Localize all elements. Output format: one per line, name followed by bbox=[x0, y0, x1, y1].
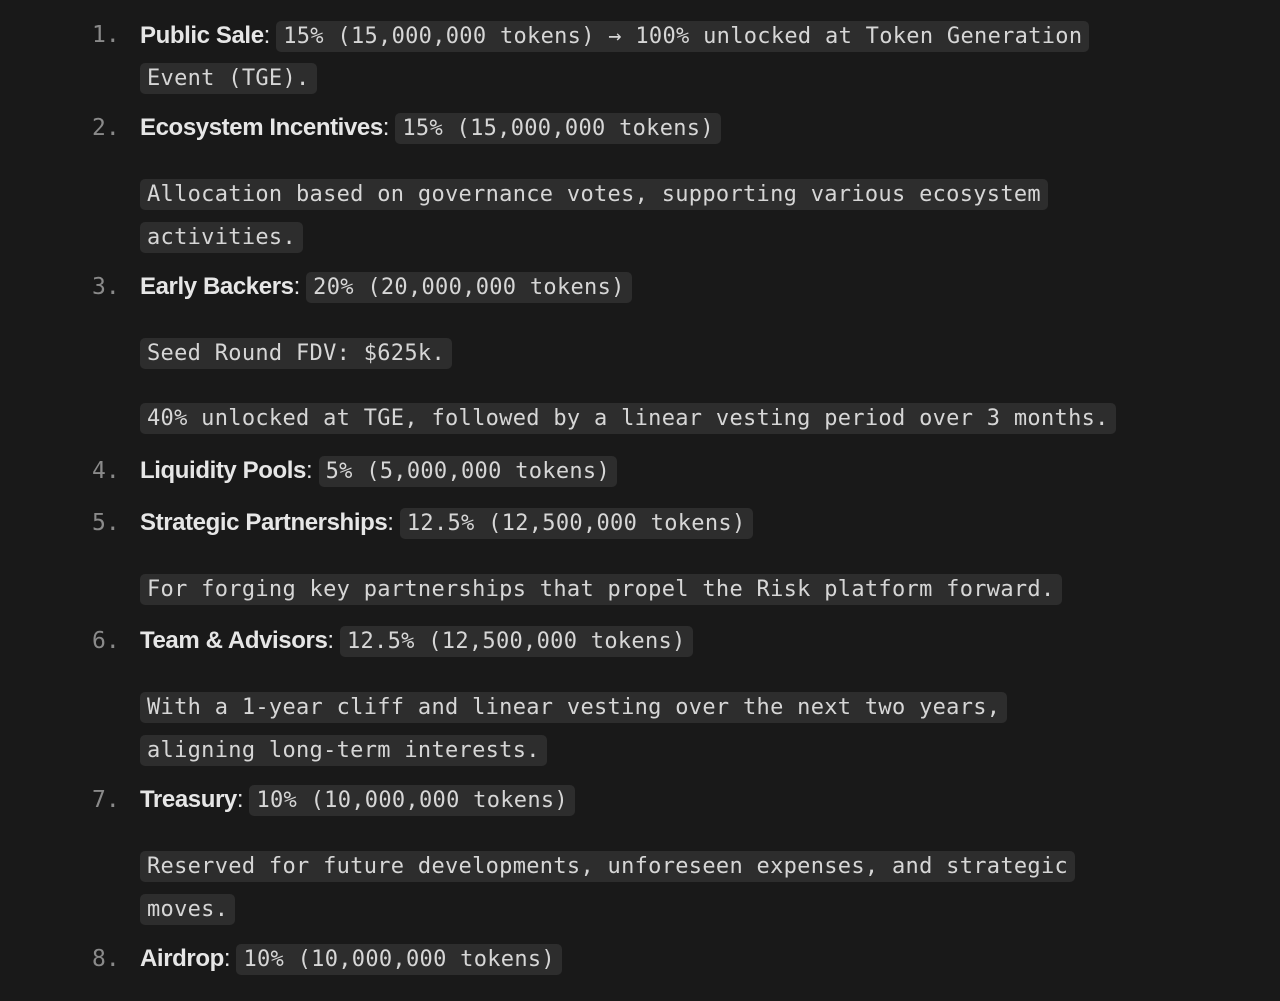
list-item-number: 5. bbox=[92, 510, 120, 536]
note-text: 40% unlocked at TGE, followed by a linear vesting period over 3 months. bbox=[140, 403, 1116, 434]
list-item-note bbox=[140, 569, 1140, 612]
list-item-heading bbox=[140, 112, 721, 145]
list-item-value: 12.5% (12,500,000 tokens) bbox=[400, 508, 753, 539]
list-item-heading bbox=[140, 784, 575, 817]
list-item-colon: : bbox=[387, 509, 394, 536]
list-item-number: 2. bbox=[92, 115, 120, 141]
list-item-heading bbox=[140, 271, 632, 304]
list-item-label: Early Backers bbox=[140, 273, 294, 300]
list-item-number: 6. bbox=[92, 628, 120, 654]
list-item-colon: : bbox=[263, 22, 270, 49]
note-text: Allocation based on governance votes, supporting various ecosystem activities. bbox=[140, 179, 1048, 253]
note-text: With a 1-year cliff and linear vesting over the next two years, aligning long-term interests. bbox=[140, 692, 1007, 766]
list-item-value: 15% (15,000,000 tokens) → 100% unlocked at Token Generation Event (TGE). bbox=[140, 21, 1089, 94]
note-text: Seed Round FDV: $625k. bbox=[140, 338, 452, 369]
note-text: Reserved for future developments, unforeseen expenses, and strategic moves. bbox=[140, 851, 1075, 925]
list-item-value: 10% (10,000,000 tokens) bbox=[236, 944, 562, 975]
list-item-heading bbox=[140, 943, 562, 976]
list-item-number: 4. bbox=[92, 458, 120, 484]
list-item-number: 3. bbox=[92, 274, 120, 300]
list-item-value: 5% (5,000,000 tokens) bbox=[319, 456, 617, 487]
list-item-heading bbox=[140, 15, 1140, 99]
list-item-colon: : bbox=[293, 273, 300, 300]
list-item-note bbox=[140, 846, 1090, 932]
list-item-colon: : bbox=[327, 627, 334, 654]
list-item-label: Public Sale bbox=[140, 22, 264, 49]
list-item-heading bbox=[140, 625, 693, 658]
list-item-label: Team & Advisors bbox=[140, 627, 328, 654]
list-item-colon: : bbox=[236, 786, 244, 813]
list-item-note bbox=[140, 174, 1140, 260]
list-item-colon: : bbox=[382, 114, 390, 141]
list-item-value: 10% (10,000,000 tokens) bbox=[249, 785, 575, 816]
list-item-number: 8. bbox=[92, 946, 120, 972]
list-item-value: 20% (20,000,000 tokens) bbox=[306, 272, 632, 303]
list-item-note bbox=[140, 687, 1020, 773]
list-item-note bbox=[140, 333, 1140, 376]
list-item-colon: : bbox=[223, 945, 231, 972]
list-item-colon: : bbox=[306, 457, 313, 484]
note-text: For forging key partnerships that propel the Risk platform forward. bbox=[140, 574, 1062, 605]
list-item-label: Liquidity Pools bbox=[140, 457, 306, 484]
list-item-value: 12.5% (12,500,000 tokens) bbox=[340, 626, 693, 657]
list-item-heading bbox=[140, 507, 753, 540]
list-item-note bbox=[140, 398, 1140, 441]
list-item-number: 1. bbox=[92, 22, 120, 48]
list-item-label: Ecosystem Incentives bbox=[140, 114, 383, 141]
list-item-label: Treasury bbox=[140, 786, 237, 813]
list-item-label: Strategic Partnerships bbox=[140, 509, 388, 536]
list-item-value: 15% (15,000,000 tokens) bbox=[395, 113, 721, 144]
list-item-number: 7. bbox=[92, 787, 120, 813]
list-item-label: Airdrop bbox=[140, 945, 224, 972]
list-item-heading bbox=[140, 455, 617, 488]
